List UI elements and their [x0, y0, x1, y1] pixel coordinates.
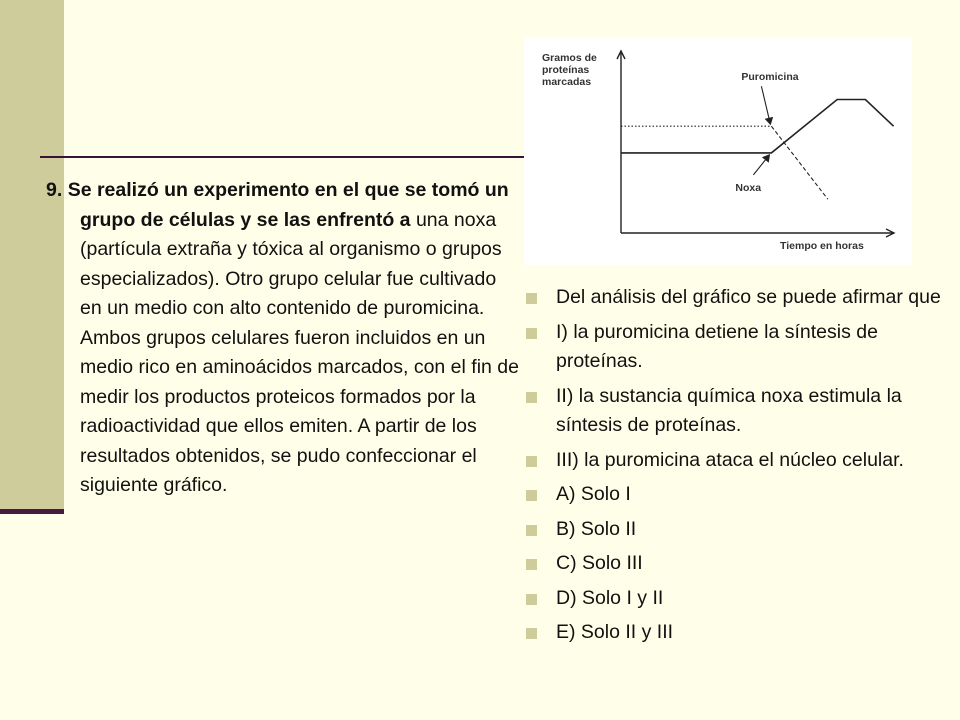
band-accent-rule — [0, 509, 64, 514]
square-bullet-icon — [526, 490, 537, 501]
series-line-puromicina-dashed — [771, 126, 827, 199]
question-number: 9. — [46, 179, 63, 201]
answer-item — [524, 549, 944, 579]
square-bullet-icon — [526, 456, 537, 467]
answer-list — [524, 283, 944, 653]
question-normal-text: una noxa (partícula extraña y tóxica al organismo o grupos especializados). Otro grupo celular fue cultivado en un medio con alto contenido de puromicina. Ambos grupos celulares fueron incluidos en un medio rico en aminoácidos marcados, con el fin de medir los productos proteicos formados por la radioactividad que ellos emiten. A partir de los resultados obtenidos, se pudo confeccionar el siguiente gráfico. — [80, 208, 519, 496]
answer-item — [524, 446, 944, 476]
square-bullet-icon — [526, 293, 537, 304]
answer-text: III) la puromicina ataca el núcleo celular. — [556, 448, 904, 471]
line-chart — [524, 37, 912, 265]
question-bold-text: Se realizó un experimento en el que se tomó un grupo de células y se las enfrentó a — [67, 179, 509, 231]
answer-item — [524, 318, 944, 377]
annotation-arrow-noxa — [753, 155, 769, 175]
answer-text: C) Solo III — [556, 552, 643, 574]
answer-item — [524, 480, 944, 510]
y-axis-label: proteínas — [542, 64, 590, 76]
answer-text: E) Solo II y III — [556, 621, 674, 643]
x-axis-label: Tiempo en horas — [780, 240, 864, 252]
series-line-noxa-solid — [621, 100, 894, 153]
chart-panel — [524, 37, 912, 265]
square-bullet-icon — [526, 628, 537, 639]
y-axis-label: Gramos de — [542, 52, 597, 64]
annotation-label-puromicina: Puromicina — [741, 71, 799, 84]
answer-text: I) la puromicina detiene la síntesis de proteínas. — [556, 320, 878, 372]
annotation-label-noxa: Noxa — [735, 181, 762, 194]
answer-item — [524, 283, 944, 313]
title-divider-rule — [40, 156, 526, 158]
square-bullet-icon — [526, 525, 537, 536]
answer-item — [524, 618, 944, 648]
square-bullet-icon — [526, 559, 537, 570]
square-bullet-icon — [526, 594, 537, 605]
answer-item — [524, 515, 944, 545]
y-axis-label: marcadas — [542, 76, 592, 88]
answer-text: A) Solo I — [556, 483, 631, 505]
question-text — [46, 176, 520, 501]
annotation-arrow-puromicina — [761, 86, 770, 124]
answer-text: II) la sustancia química noxa estimula la síntesis de proteínas. — [556, 384, 902, 436]
answer-item — [524, 382, 944, 441]
answer-item — [524, 584, 944, 614]
answer-text: Del análisis del gráfico se puede afirmar que — [556, 286, 941, 308]
square-bullet-icon — [526, 328, 537, 339]
answer-text: D) Solo I y II — [556, 586, 664, 609]
answer-text: B) Solo II — [556, 517, 637, 540]
square-bullet-icon — [526, 392, 537, 403]
